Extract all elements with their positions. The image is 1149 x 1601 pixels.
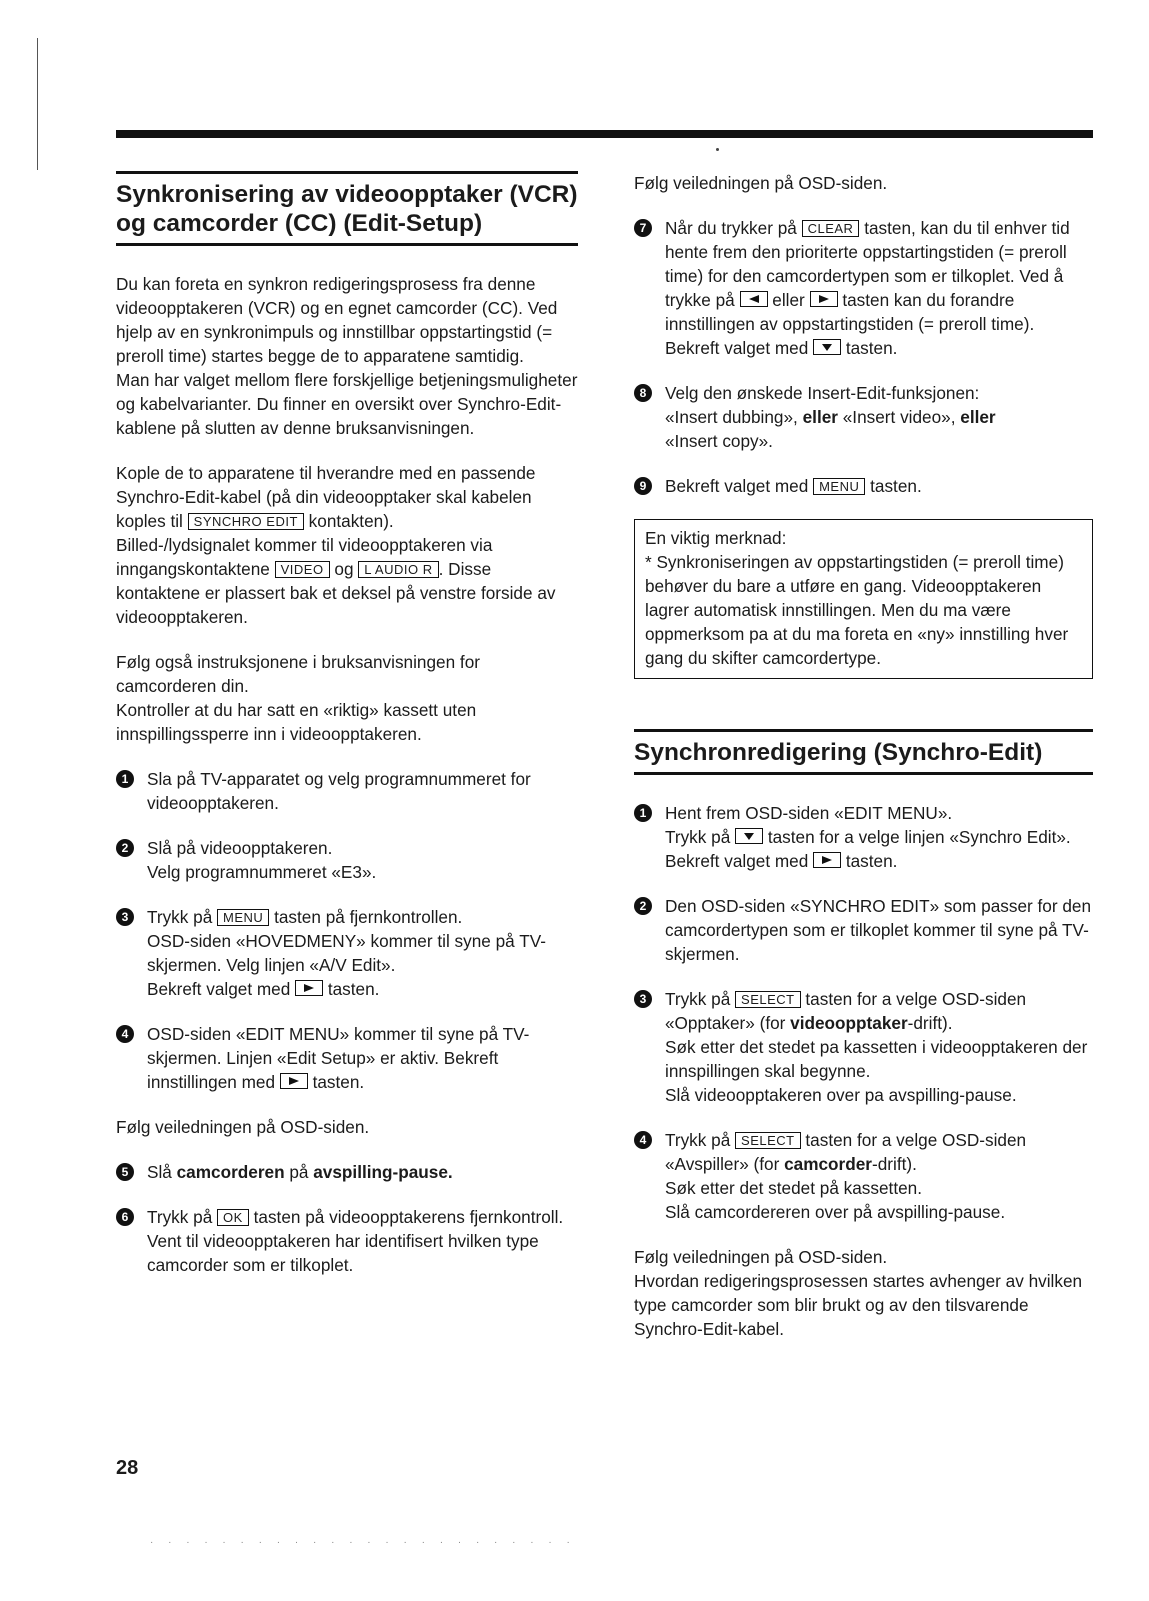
menu-key: MENU [813, 478, 865, 495]
play-right-key-icon [280, 1073, 308, 1089]
top-rule [116, 130, 1093, 138]
step-number-icon: 2 [116, 839, 134, 857]
step-9: 9 Bekreft valget med MENU tasten. [634, 474, 1093, 498]
step-number-icon: 6 [116, 1208, 134, 1226]
step-number-icon: 4 [634, 1131, 652, 1149]
step-number-icon: 8 [634, 384, 652, 402]
step-5: 5 Slå camcorderen på avspilling-pause. [116, 1160, 578, 1184]
step-number-icon: 1 [634, 804, 652, 822]
connect-paragraph: Kople de to apparatene til hverandre med en passende Synchro-Edit-kabel (på din videoopptaker skal kabelen koples til SYNCHRO EDIT kontakten). Billed-/lydsignalet kommer til videoopptakeren via inngangskontaktene VIDEO og L AUDIO R . Disse kontaktene er plassert bak et deksel på venstre forside av videoopptakeren. [116, 463, 556, 627]
ok-key: OK [217, 1209, 249, 1226]
section-heading-synchro-edit [634, 729, 1093, 775]
follow-osd-text: Følg veiledningen på OSD-siden. [634, 173, 888, 193]
note-title: En viktig merknad: [645, 528, 787, 548]
step-number-icon: 7 [634, 219, 652, 237]
step-8: 8 Velg den ønskede Insert-Edit-funksjonen: «Insert dubbing», eller «Insert video», eller «Insert copy». [634, 381, 1093, 453]
video-key: VIDEO [275, 561, 330, 578]
step-number-icon: 3 [634, 990, 652, 1008]
page-number: 28 [116, 1457, 139, 1479]
synchro-step-3: 3 Trykk på SELECT tasten for a velge OSD-siden «Opptaker» (for videoopptaker-drift). Søk etter det stedet pa kassetten i videoopptakeren der innspillingen skal begynne. Slå videoopptakeren over pa avspilling-pause. [634, 987, 1093, 1107]
step-7: 7 Når du trykker på CLEAR tasten, kan du til enhver tid hente frem den prioriterte oppstartingstiden (= preroll time) for den camcordertypen som er tilkoplet. Ved å trykke på eller tasten kan du forandre innstillingen av oppstartingstiden (= preroll time). Bekreft valget med tasten. [634, 216, 1093, 360]
section-heading-edit-setup [116, 171, 578, 246]
down-arrow-key-icon [735, 828, 763, 844]
synchro-step-1: 1 Hent frem OSD-siden «EDIT MENU». Trykk på tasten for a velge linjen «Synchro Edit». Bekreft valget med tasten. [634, 801, 1093, 873]
section-title: Synkronisering av videoopptaker (VCR) og camcorder (CC) (Edit-Setup) [116, 181, 578, 237]
important-note-box [634, 519, 1093, 679]
play-right-key-icon [810, 291, 838, 307]
right-column [634, 171, 1093, 1362]
play-right-key-icon [813, 852, 841, 868]
step-number-icon: 4 [116, 1025, 134, 1043]
select-key: SELECT [735, 991, 801, 1008]
left-arrow-key-icon [740, 291, 768, 307]
select-key: SELECT [735, 1132, 801, 1149]
step-4: 4 OSD-siden «EDIT MENU» kommer til syne på TV-skjermen. Linjen «Edit Setup» er aktiv. Bekreft innstillingen med tasten. [116, 1022, 578, 1094]
closing-paragraph: Følg veiledningen på OSD-siden. Hvordan redigeringsprosessen startes avhenger av hvilken type camcorder som blir brukt og av den tilsvarende Synchro-Edit-kabel. [634, 1247, 1083, 1339]
step-number-icon: 5 [116, 1163, 134, 1181]
step-number-icon: 3 [116, 908, 134, 926]
synchro-edit-key: SYNCHRO EDIT [188, 513, 304, 530]
step-number-icon: 2 [634, 897, 652, 915]
step-2: 2 Slå på videoopptakeren. Velg programnummeret «E3». [116, 836, 578, 884]
audio-key: L AUDIO R [358, 561, 438, 578]
note-text: * Synkroniseringen av oppstartingstiden (= preroll time) behøver du bare a utføre en gang. Videoopptakeren lagrer automatisk innstillingen. Men du ma være oppmerksom pa at du ma foreta en «ny» innstilling hver gang du skifter camcordertype. [645, 552, 1069, 668]
step-3: 3 Trykk på MENU tasten på fjernkontrollen. OSD-siden «HOVEDMENY» kommer til syne på TV-skjermen. Velg linjen «A/V Edit». Bekreft valget med tasten. [116, 905, 578, 1001]
follow-paragraph: Følg også instruksjonene i bruksanvisningen for camcorderen din. Kontroller at du har satt en «riktig» kassett uten innspillingssperre inn i videoopptakeren. [116, 652, 480, 744]
step-6: 6 Trykk på OK tasten på videoopptakerens fjernkontroll. Vent til videoopptakeren har identifisert hvilken type camcorder som er tilkoplet. [116, 1205, 578, 1277]
section-title: Synchronredigering (Synchro-Edit) [634, 739, 1043, 766]
synchro-step-4: 4 Trykk på SELECT tasten for a velge OSD-siden «Avspiller» (for camcorder-drift). Søk etter det stedet på kassetten. Slå camcordereren over på avspilling-pause. [634, 1128, 1093, 1224]
synchro-step-2: 2 Den OSD-siden «SYNCHRO EDIT» som passer for den camcordertypen som er tilkoplet kommer til syne på TV-skjermen. [634, 894, 1093, 966]
down-arrow-key-icon [813, 339, 841, 355]
intro-paragraph: Du kan foreta en synkron redigeringsprosess fra denne videoopptakeren (VCR) og en egnet camcorder (CC). Ved hjelp av en synkronimpuls og innstillbar oppstartingstid (= preroll time) startes begge de to apparatene samtidig. Man har valget mellom flere forskjellige betjeningsmuligheter og kabelvarianter. Du finner en oversikt over Synchro-Edit-kablene på slutten av denne bruksanvisningen. [116, 274, 578, 438]
follow-osd-text: Følg veiledningen på OSD-siden. [116, 1117, 370, 1137]
step-number-icon: 9 [634, 477, 652, 495]
left-column [116, 171, 578, 1298]
step-1: 1 Sla på TV-apparatet og velg programnummeret for videoopptakeren. [116, 767, 578, 815]
margin-mark [37, 38, 38, 170]
step-number-icon: 1 [116, 770, 134, 788]
clear-key: CLEAR [802, 220, 860, 237]
play-right-key-icon [295, 980, 323, 996]
menu-key: MENU [217, 909, 269, 926]
stray-dot [716, 148, 719, 151]
scan-noise: · · · · · · · · · · · · · · · · · · · · · · · · [150, 1537, 576, 1548]
